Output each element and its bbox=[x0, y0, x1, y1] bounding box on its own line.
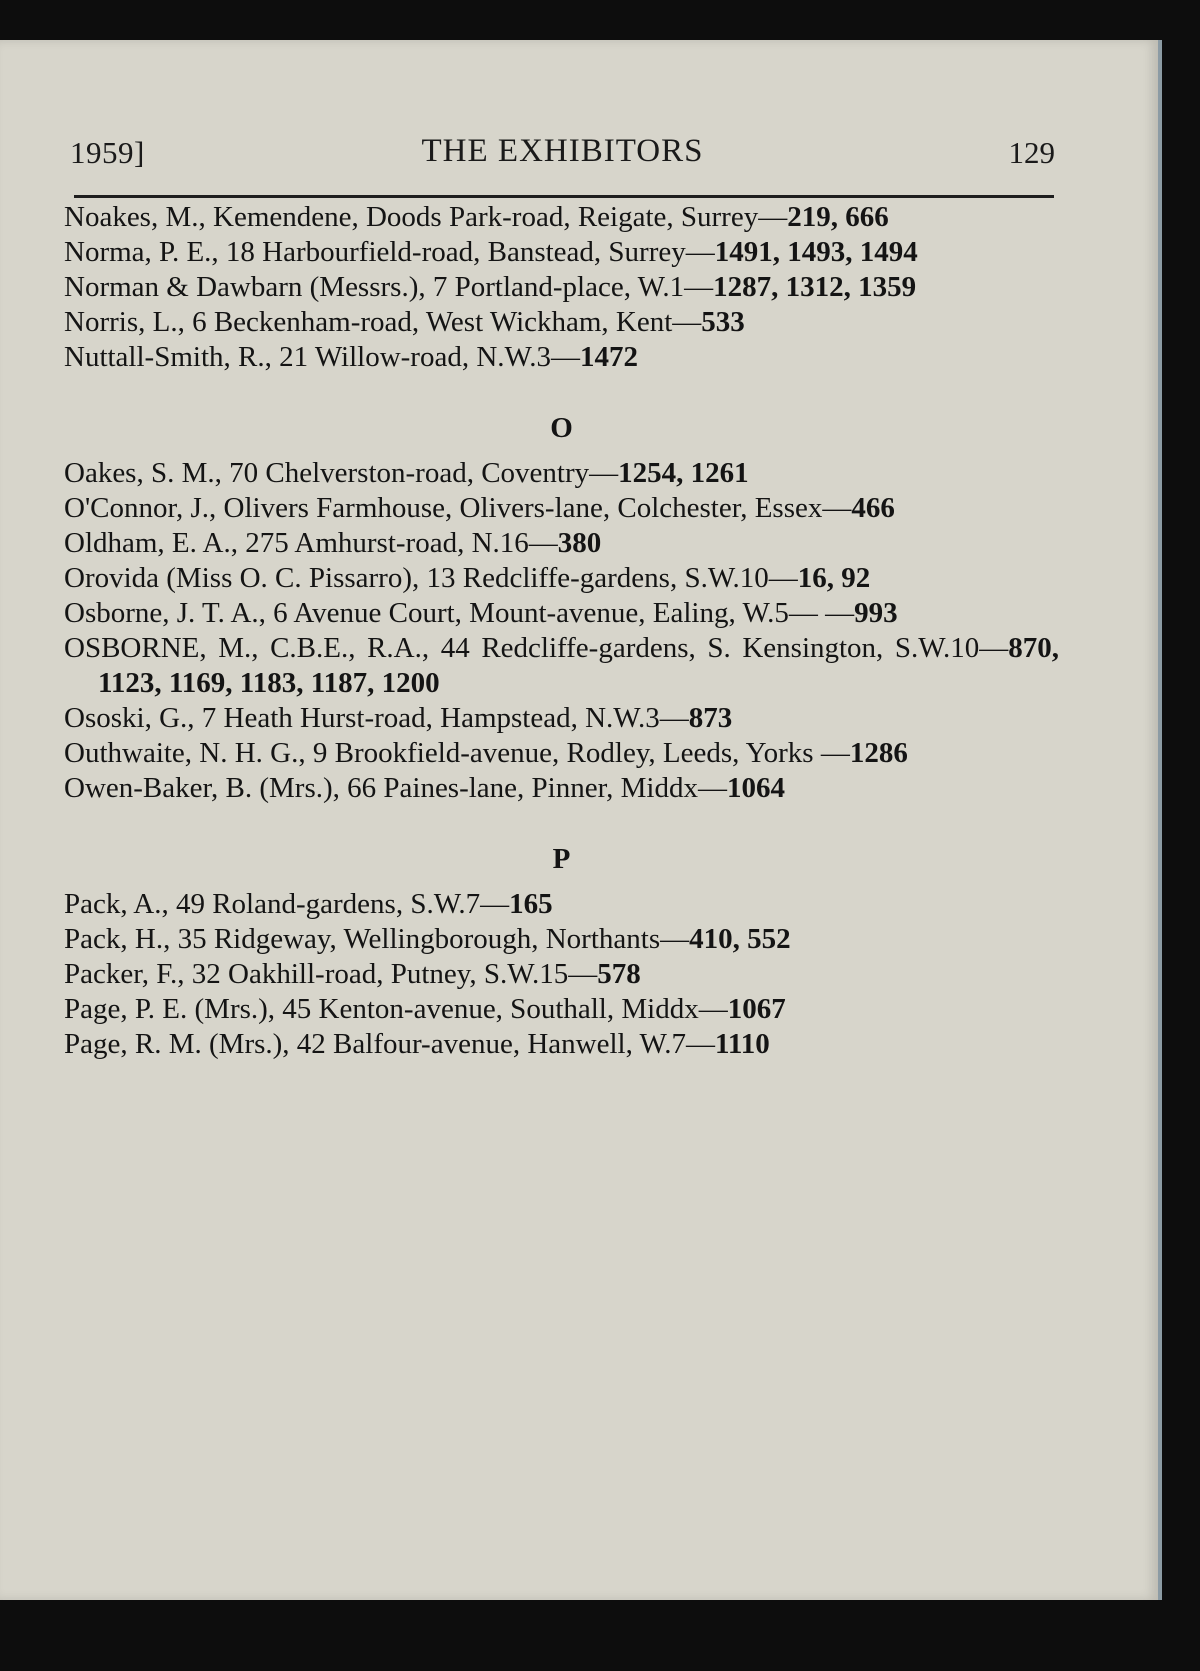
exhibitor-entry bbox=[64, 922, 1059, 957]
exhibitor-entry bbox=[64, 771, 1059, 806]
section-letter: P bbox=[552, 843, 571, 875]
header-year: 1959] bbox=[70, 135, 145, 170]
exhibitor-entry bbox=[64, 456, 1059, 491]
exhibitor-address: Outhwaite, N. H. G., 9 Brookfield-avenue, Rodley, Leeds, Yorks — bbox=[64, 737, 850, 769]
exhibit-numbers: 873 bbox=[688, 702, 733, 734]
running-head bbox=[70, 135, 1055, 185]
exhibitor-entry bbox=[64, 340, 1059, 375]
exhibitor-entry bbox=[64, 957, 1059, 992]
exhibit-numbers: 1286 bbox=[849, 737, 908, 769]
exhibit-numbers: 165 bbox=[509, 888, 553, 920]
exhibitor-address: OSBORNE, M., C.B.E., R.A., 44 Redcliffe-gardens, S. Kensington, S.W.10— bbox=[64, 632, 1009, 664]
exhibitor-entry bbox=[64, 701, 1059, 736]
exhibitor-address: Packer, F., 32 Oakhill-road, Putney, S.W.15— bbox=[64, 958, 598, 990]
exhibitor-address: Pack, H., 35 Ridgeway, Wellingborough, Northants— bbox=[64, 923, 690, 955]
exhibit-numbers: 1110 bbox=[715, 1028, 770, 1060]
exhibitor-entry bbox=[64, 992, 1059, 1027]
exhibitor-address: Norris, L., 6 Beckenham-road, West Wickham, Kent— bbox=[64, 306, 702, 338]
exhibit-numbers: 219, 666 bbox=[787, 201, 889, 233]
exhibitor-address: Ososki, G., 7 Heath Hurst-road, Hampstead, N.W.3— bbox=[64, 702, 689, 734]
exhibitor-address: Oldham, E. A., 275 Amhurst-road, N.16— bbox=[64, 527, 558, 559]
exhibit-numbers: 16, 92 bbox=[797, 562, 871, 594]
exhibitor-address: Nuttall-Smith, R., 21 Willow-road, N.W.3— bbox=[64, 341, 580, 373]
exhibitor-address: Orovida (Miss O. C. Pissarro), 13 Redcliffe-gardens, S.W.10— bbox=[64, 562, 798, 594]
exhibitor-entry bbox=[64, 596, 1059, 631]
exhibitor-entry bbox=[64, 526, 1059, 561]
exhibitor-entry bbox=[64, 631, 1059, 701]
exhibitor-address: Owen-Baker, B. (Mrs.), 66 Paines-lane, Pinner, Middx— bbox=[64, 772, 727, 804]
exhibitor-list bbox=[64, 200, 1059, 1062]
exhibit-numbers: 1491, 1493, 1494 bbox=[714, 236, 918, 268]
exhibit-numbers: 1064 bbox=[726, 772, 785, 804]
exhibit-numbers: 380 bbox=[557, 527, 602, 559]
page-title: THE EXHIBITORS bbox=[421, 133, 704, 169]
section-letter: O bbox=[550, 412, 573, 444]
exhibitor-entry bbox=[64, 270, 1059, 305]
exhibit-numbers: 993 bbox=[854, 597, 898, 629]
exhibitor-address: Page, P. E. (Mrs.), 45 Kenton-avenue, Southall, Middx— bbox=[64, 993, 728, 1025]
exhibit-numbers: 578 bbox=[597, 958, 641, 990]
exhibit-numbers: 870, 1123, 1169, 1183, 1187, 1200 bbox=[98, 632, 1059, 699]
exhibitor-entry bbox=[64, 491, 1059, 526]
exhibitor-address: Noakes, M., Kemendene, Doods Park-road, Reigate, Surrey— bbox=[64, 201, 788, 233]
exhibit-numbers: 1067 bbox=[727, 993, 786, 1025]
exhibit-numbers: 1254, 1261 bbox=[618, 457, 749, 489]
exhibit-numbers: 1287, 1312, 1359 bbox=[713, 271, 917, 303]
exhibit-numbers: 410, 552 bbox=[689, 923, 791, 955]
exhibitor-entry bbox=[64, 561, 1059, 596]
exhibitor-address: Norman & Dawbarn (Messrs.), 7 Portland-place, W.1— bbox=[64, 271, 714, 303]
exhibitor-address: Pack, A., 49 Roland-gardens, S.W.7— bbox=[64, 888, 510, 920]
exhibit-numbers: 466 bbox=[851, 492, 895, 524]
exhibitor-entry bbox=[64, 887, 1059, 922]
book-page bbox=[0, 40, 1162, 1600]
exhibitor-entry bbox=[64, 305, 1059, 340]
exhibitor-address: Osborne, J. T. A., 6 Avenue Court, Mount-avenue, Ealing, W.5— — bbox=[64, 597, 855, 629]
header-rule bbox=[74, 195, 1054, 198]
page-number: 129 bbox=[1008, 135, 1055, 170]
exhibitor-address: Oakes, S. M., 70 Chelverston-road, Coventry— bbox=[64, 457, 619, 489]
exhibit-numbers: 533 bbox=[701, 306, 745, 338]
exhibitor-entry bbox=[64, 1027, 1059, 1062]
exhibitor-address: Page, R. M. (Mrs.), 42 Balfour-avenue, Hanwell, W.7— bbox=[64, 1028, 715, 1060]
exhibit-numbers: 1472 bbox=[579, 341, 638, 373]
exhibitor-entry bbox=[64, 235, 1059, 270]
exhibitor-entry bbox=[64, 200, 1059, 235]
exhibitor-entry bbox=[64, 736, 1059, 771]
exhibitor-address: O'Connor, J., Olivers Farmhouse, Olivers-lane, Colchester, Essex— bbox=[64, 492, 852, 524]
exhibitor-address: Norma, P. E., 18 Harbourfield-road, Banstead, Surrey— bbox=[64, 236, 715, 268]
